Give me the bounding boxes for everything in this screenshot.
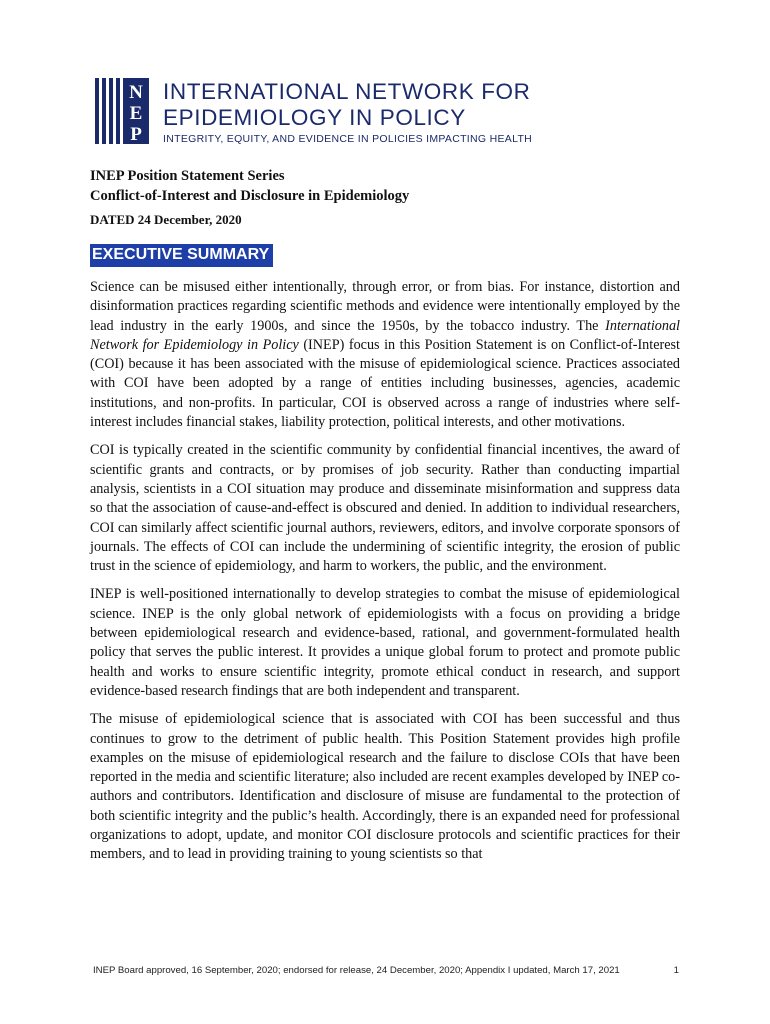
paragraph: The misuse of epidemiological science that is associated with COI has been successful and thus continues to grow to the detriment of public health. This Position Statement provides high profile examples on the misuse of epidemiological research and the failure to disclose COIs that have been reported in the media and scientific literature; also included are recent examples developed by INEP co-authors and contributors. Identification and disclosure of misuse are fundamental to the protection of both scientific integrity and the public’s health. Accordingly, there is an expanded need for professional organizations to adopt, update, and monitor COI disclosure protocols and scientific practices for their members, and to lead in providing training to young scientists so that [90, 711, 680, 863]
paragraph: INEP is well-positioned internationally to develop strategies to combat the misuse of epidemiological science. INEP is the only global network of epidemiologists with a focus on providing a bridge between epidemiological research and evidence-based, rational, and government-formulated health policy that serves the public interest. It provides a unique global forum to protect and promote public health and works to ensure scientific integrity, promote ethical conduct in research, and support evidence-based research findings that are both independent and transparent. [90, 586, 680, 699]
logo-letter-n: N [129, 82, 143, 103]
paragraph-text: Science can be misused either intentionally, through error, or from bias. For instance, distortion and disinformation practices regarding scientific methods and evidence were intentionally employed by the lead industry in the early 1900s, and since the 1950s, by the tobacco industry. The [90, 279, 680, 334]
document-header [90, 166, 409, 206]
document-date: DATED 24 December, 2020 [90, 212, 242, 227]
logo-letter-p: P [130, 124, 142, 144]
paragraph-text: (INEP) focus in this Position Statement is on Conflict-of-Interest (COI) because it has been associated with the misuse of epidemiological science. Practices associated with COI have been adopted by a range of entities including businesses, agencies, academic institutions, and non-profits. In particular, COI is observed across a range of industries where self-interest includes financial stakes, liability protection, political interests, and other motivations. [90, 336, 680, 431]
paragraph: COI is typically created in the scientific community by confidential financial incentives, the award of scientific grants and contracts, or by promises of job security. Rather than conducting impartial analysis, scientists in a COI situation may produce and disseminate misinformation and suppress data so that the association of cause-and-effect is obscured and denied. In addition to individual researchers, COI can similarly affect scientific journal authors, reviewers, editors, and involve corporate sponsors of journals. The effects of COI can include the undermining of scientific integrity, the erosion of public trust in the science of epidemiology, and harm to workers, the public, and the environment. [90, 442, 680, 575]
logo-tagline: INTEGRITY, EQUITY, AND EVIDENCE IN POLICIES IMPACTING HEALTH [163, 133, 533, 145]
document-body [90, 278, 680, 874]
inep-logo [95, 78, 533, 148]
section-heading: EXECUTIVE SUMMARY [90, 244, 273, 267]
logo-letter-e: E [129, 103, 143, 124]
logo-title-line1: INTERNATIONAL NETWORK FOR [163, 79, 531, 104]
document-subtitle: Conflict-of-Interest and Disclosure in Epidemiology [90, 188, 410, 204]
organization-name-italic: International Network for Epidemiology in Policy [90, 317, 680, 353]
page-footer [93, 965, 683, 976]
inep-logo-mark [95, 78, 153, 144]
logo-title-line2: EPIDEMIOLOGY IN POLICY [163, 105, 466, 130]
page-number: 1 [673, 965, 679, 976]
series-title: INEP Position Statement Series [90, 168, 285, 184]
footer-text: INEP Board approved, 16 September, 2020; endorsed for release, 24 December, 2020; Appendix I updated, March 17, 2021 [93, 965, 620, 976]
paragraph [90, 278, 680, 432]
